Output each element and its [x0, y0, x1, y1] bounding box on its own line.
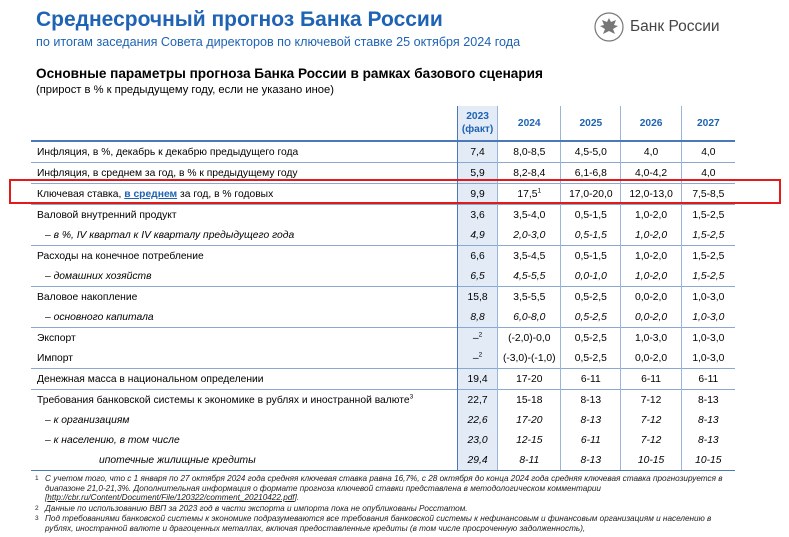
cell-value: 4,0	[621, 141, 681, 163]
footnote	[35, 474, 740, 503]
cell-value: 3,5-5,5	[498, 287, 561, 308]
table-row	[31, 369, 735, 390]
row-label: Экспорт	[31, 328, 457, 349]
cell-value: 5,9	[457, 163, 498, 184]
footnote-number: 3	[35, 515, 39, 523]
footnote-text: Данные по использованию ВВП за 2023 год в части экспорта и импорта пока не опубликованы Росстатом.	[45, 503, 468, 513]
cell-value: 8,2-8,4	[498, 163, 561, 184]
eagle-emblem-icon	[594, 12, 624, 42]
table-header-row	[31, 106, 735, 141]
cell-value: 7,5-8,5	[681, 184, 735, 205]
forecast-table	[31, 106, 735, 471]
row-label: – к организациям	[45, 414, 130, 426]
cell-value: 1,0-3,0	[621, 328, 681, 349]
methodology-link[interactable]: http://cbr.ru/Content/Document/File/120322/comment_20210422.pdf	[47, 493, 295, 503]
cell-value: 8-13	[681, 390, 735, 411]
bank-logo	[594, 12, 720, 42]
footnote-ref: 3	[409, 393, 414, 401]
column-header: 2024	[498, 106, 561, 141]
footnote-ref: 2	[478, 351, 483, 359]
cell-value: 19,4	[457, 369, 498, 390]
cell-value: 4,0-4,2	[621, 163, 681, 184]
row-label: – основного капитала	[45, 311, 154, 323]
table-title: Основные параметры прогноза Банка России в рамках базового сценария	[36, 66, 543, 81]
footnote	[35, 514, 740, 533]
row-label: Импорт	[37, 352, 73, 364]
average-link[interactable]: в среднем	[124, 188, 178, 200]
cell-value: 8-13	[561, 450, 621, 471]
cell-value: 6-11	[561, 369, 621, 390]
cell-value: 1,0-2,0	[621, 246, 681, 267]
cell-value: –$^2$	[457, 348, 498, 369]
cell-value: 0,0-2,0	[621, 307, 681, 328]
column-header: 2027	[681, 106, 735, 141]
cell-value: 3,5-4,5	[498, 246, 561, 267]
footnote	[35, 504, 740, 514]
row-label: Валовое накопление	[31, 287, 457, 308]
cell-value: 2,0-3,0	[498, 225, 561, 246]
column-header: 2023 (факт)	[457, 106, 498, 141]
footnotes	[35, 474, 740, 535]
cell-value: 1,5-2,5	[681, 266, 735, 287]
row-label: – к населению, в том числе	[45, 434, 180, 446]
cell-value: 29,4	[457, 450, 498, 471]
cell-value: 0,5-2,5	[561, 287, 621, 308]
footnote-text: Под требованиями банковской системы к экономике подразумеваются все требования банковской системы к нефинансовым и финансовым организациям и населению в рублях, иностранной валюте и драгоценных металлах, включая предоставленные кредиты (в том числе просроченную задолженность),	[45, 514, 712, 533]
cell-value: 1,5-2,5	[681, 205, 735, 226]
cell-value: 17,5$^1$	[498, 184, 561, 205]
row-label: – домашних хозяйств	[45, 270, 152, 282]
table-row	[31, 450, 735, 471]
cell-value: 15-18	[498, 390, 561, 411]
page-title: Среднесрочный прогноз Банка России	[36, 8, 443, 31]
cell-value: 8-13	[681, 410, 735, 430]
cell-value: 22,7	[457, 390, 498, 411]
column-header: 2025	[561, 106, 621, 141]
cell-value: 17-20	[498, 410, 561, 430]
cell-value: 8-13	[561, 390, 621, 411]
row-label: Валовой внутренний продукт	[31, 205, 457, 226]
cell-value: 1,0-2,0	[621, 266, 681, 287]
row-label: ипотечные жилищные кредиты	[31, 450, 457, 471]
footnote-number: 2	[35, 504, 39, 512]
cell-value: 1,5-2,5	[681, 225, 735, 246]
cell-value: 1,0-2,0	[621, 205, 681, 226]
table-row	[31, 328, 735, 349]
cell-value: 15,8	[457, 287, 498, 308]
row-label: Инфляция, в среднем за год, в % к предыдущему году	[31, 163, 457, 184]
cell-value: 0,5-1,5	[561, 205, 621, 226]
cell-value: 4,5-5,0	[561, 141, 621, 163]
cell-value: 1,5-2,5	[681, 246, 735, 267]
table-row	[31, 266, 735, 287]
cell-value: 7-12	[621, 430, 681, 450]
cell-value: 1,0-2,0	[621, 225, 681, 246]
cell-value: 12,0-13,0	[621, 184, 681, 205]
cell-value: 10-15	[621, 450, 681, 471]
cell-value: 0,0-2,0	[621, 348, 681, 369]
column-header: 2026	[621, 106, 681, 141]
cell-value: 7,4	[457, 141, 498, 163]
logo-text: Банк России	[630, 18, 720, 35]
cell-value: 4,0	[681, 141, 735, 163]
cell-value: 4,5-5,5	[498, 266, 561, 287]
cell-value: 6,1-6,8	[561, 163, 621, 184]
cell-value: 10-15	[681, 450, 735, 471]
row-label: – в %, IV квартал к IV кварталу предыдущего года	[45, 229, 295, 241]
cell-value: 12-15	[498, 430, 561, 450]
cell-value: 0,5-1,5	[561, 225, 621, 246]
cell-value: 1,0-3,0	[681, 287, 735, 308]
cell-value: 6,0-8,0	[498, 307, 561, 328]
cell-value: 0,5-2,5	[561, 307, 621, 328]
footnote-ref: 2	[478, 331, 483, 339]
footnote-text: С учетом того, что с 1 января по 27 октября 2024 года средняя ключевая ставка равна 16,7%, с 28 октября до конца 2024 года средняя ключевая ставка прогнозируется в диапазоне 21,0-21,3%. Дополнительная информация о формате прогноза ключевой ставки представлена в методологическом комментарии [http://cbr.ru/Content/Document/File/120322/comment_20210422.pdf].	[45, 474, 723, 503]
cell-value: 6,5	[457, 266, 498, 287]
page-subtitle: по итогам заседания Совета директоров по ключевой ставке 25 октября 2024 года	[36, 35, 521, 49]
cell-value: 6-11	[561, 430, 621, 450]
table-row	[31, 307, 735, 328]
cell-value: 7-12	[621, 390, 681, 411]
cell-value: 1,0-3,0	[681, 348, 735, 369]
table-row	[31, 246, 735, 267]
table-row	[31, 390, 735, 411]
table-row	[31, 205, 735, 226]
row-label: Требования банковской системы к экономике в рублях и иностранной валюте$^3$	[31, 390, 457, 411]
table-subtitle: (прирост в % к предыдущему году, если не указано иное)	[36, 84, 334, 96]
cell-value: 3,5-4,0	[498, 205, 561, 226]
key-rate-highlight-box	[9, 179, 781, 204]
cell-value: 0,5-2,5	[561, 328, 621, 349]
row-label: Инфляция, в %, декабрь к декабрю предыдущего года	[31, 141, 457, 163]
row-label: Расходы на конечное потребление	[31, 246, 457, 267]
cell-value: 0,5-2,5	[561, 348, 621, 369]
cell-value: 6-11	[621, 369, 681, 390]
cell-value: 1,0-3,0	[681, 307, 735, 328]
table-row	[31, 410, 735, 430]
footnote-ref: 1	[537, 187, 542, 195]
cell-value: 4,0	[681, 163, 735, 184]
cell-value: 9,9	[457, 184, 498, 205]
cell-value: 8,8	[457, 307, 498, 328]
cell-value: 1,0-3,0	[681, 328, 735, 349]
table-row	[31, 287, 735, 308]
cell-value: 22,6	[457, 410, 498, 430]
table-row	[31, 225, 735, 246]
cell-value: 7-12	[621, 410, 681, 430]
cell-value: 8-13	[561, 410, 621, 430]
cell-value: 8,0-8,5	[498, 141, 561, 163]
cell-value: (-3,0)-(-1,0)	[498, 348, 561, 369]
footnote-number: 1	[35, 475, 39, 482]
cell-value: 0,0-1,0	[561, 266, 621, 287]
cell-value: 3,6	[457, 205, 498, 226]
cell-value: 8-13	[681, 430, 735, 450]
cell-value: 17-20	[498, 369, 561, 390]
cell-value: 4,9	[457, 225, 498, 246]
table-row	[31, 430, 735, 450]
cell-value: 8-11	[498, 450, 561, 471]
cell-value: (-2,0)-0,0	[498, 328, 561, 349]
row-label: Ключевая ставка, в среднем за год, в % годовых	[31, 184, 457, 205]
cell-value: 0,5-1,5	[561, 246, 621, 267]
cell-value: 6,6	[457, 246, 498, 267]
cell-value: 17,0-20,0	[561, 184, 621, 205]
row-label: Денежная масса в национальном определении	[31, 369, 457, 390]
cell-value: 0,0-2,0	[621, 287, 681, 308]
table-row	[31, 141, 735, 163]
table-row	[31, 348, 735, 369]
cell-value: 23,0	[457, 430, 498, 450]
header-label-cell	[31, 106, 457, 141]
cell-value: 6-11	[681, 369, 735, 390]
cell-value: –$^2$	[457, 328, 498, 349]
